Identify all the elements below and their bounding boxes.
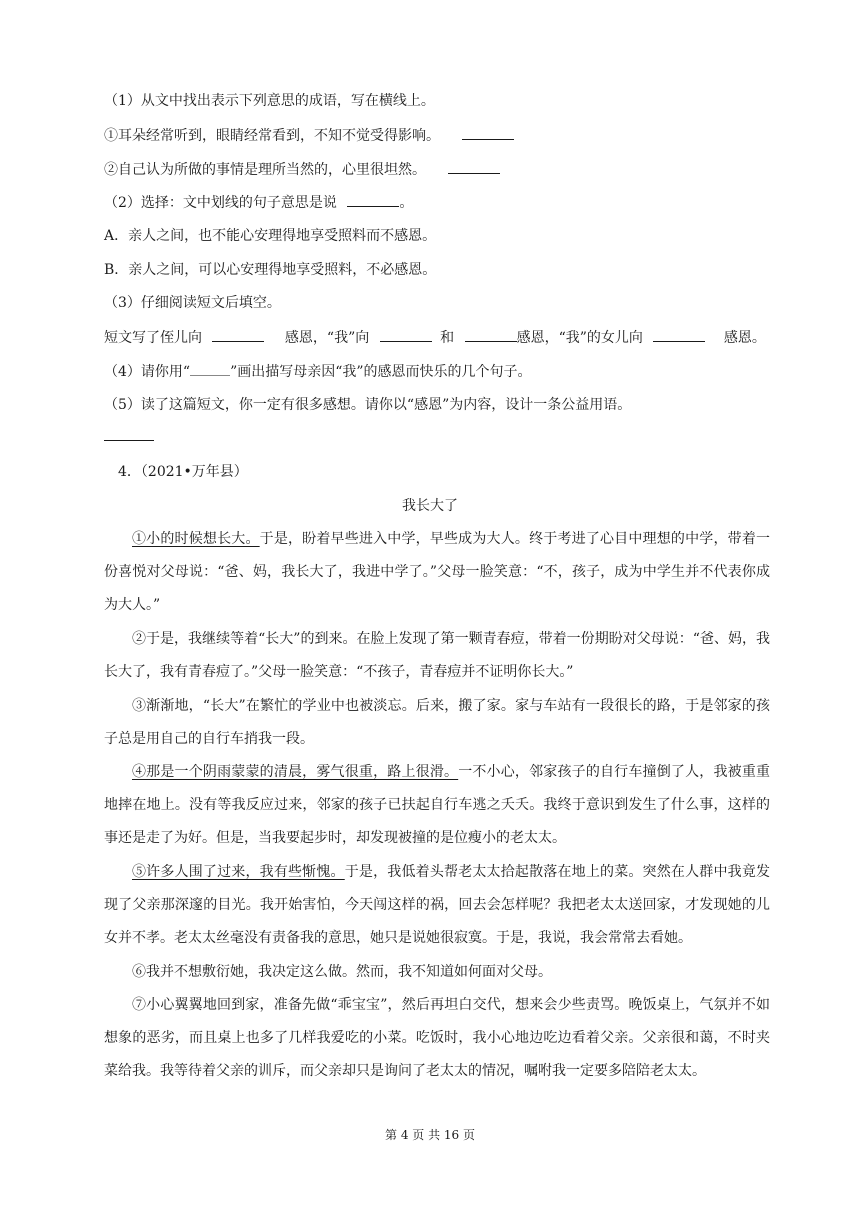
answer-blank xyxy=(448,159,500,174)
passage-paragraph-7: ⑦小心翼翼地回到家，准备先做“乖宝宝”，然后再坦白交代，想来会少些责骂。晚饭桌上，气氛并不如想象的恶劣，而且桌上也多了几样我爱吃的小菜。吃饭时，我小心地边吃边看着父亲。父亲很和蔼，不时夹菜给我。我等待着父亲的训斥，而父亲却只是询问了老太太的情况，嘱咐我一定要多陪陪老太太。 xyxy=(104,997,770,1079)
q2-option-b: B．亲人之间，可以心安理得地享受照料，不必感恩。 xyxy=(104,262,437,278)
passage-paragraph-6: ⑥我并不想敷衍她，我决定这么做。然而，我不知道如何面对父母。 xyxy=(132,964,552,980)
passage-paragraph-5 xyxy=(104,856,770,955)
underline-sample xyxy=(190,361,230,376)
q2-stem-text: （2）选择：文中划线的句子意思是说 xyxy=(104,195,337,211)
paragraph-text: 于是，盼着早些进入中学，早些成为大人。终于考进了心目中理想的中学，带着一份喜悦对父母说：“爸、妈，我长大了，我进中学了。”父母一脸笑意：“不，孩子，成为中学生并不代表你成为大人。” xyxy=(104,531,771,613)
passage-paragraph-1 xyxy=(104,523,770,622)
q1-item2 xyxy=(104,159,500,180)
q2-stem xyxy=(104,192,413,213)
q3-fill xyxy=(104,327,766,348)
passage-paragraph-2: ②于是，我继续等着“长大”的到来。在脸上发现了第一颗青春痘，带着一份期盼对父母说：“爸、妈，我长大了，我有青春痘了。”父母一脸笑意：“不孩子，青春痘并不证明你长大。” xyxy=(104,631,770,680)
q2-option-a: A．亲人之间，也不能心安理得地享受照料而不感恩。 xyxy=(104,228,437,244)
paragraph-text: 于是，我低着头帮老太太拾起散落在地上的菜。突然在人群中我竟发现了父亲那深邃的目光。我开始害怕，今天闯这样的祸，回去会怎样呢？我把老太太送回家，才发现她的儿女并不孝。老太太丝毫没有责备我的意思，她只是说她很寂寞。于是，我说，我会常常去看她。 xyxy=(104,864,771,946)
q3-stem: （3）仔细阅读短文后填空。 xyxy=(104,295,281,311)
underlined-sentence: ⑤许多人围了过来，我有些惭愧。 xyxy=(132,864,345,880)
q3-text-3: 和 xyxy=(440,330,455,346)
q5-stem: （5）读了这篇短文，你一定有很多感想。请你以“感恩”为内容，设计一条公益用语。 xyxy=(104,397,632,413)
section-header: 4．（2021•万年县） xyxy=(118,464,248,480)
answer-blank xyxy=(347,192,399,207)
answer-blank xyxy=(212,327,264,342)
underlined-sentence: ④那是一个阴雨蒙蒙的清晨，雾气很重，路上很滑。 xyxy=(132,764,459,780)
q4-text-b: ”画出描写母亲因“我”的感恩而快乐的几个句子。 xyxy=(230,364,532,380)
passage-paragraph-4 xyxy=(104,756,770,855)
q1-item1 xyxy=(104,125,514,146)
q1-item1-text: ①耳朵经常听到，眼睛经常看到，不知不觉受得影响。 xyxy=(104,128,440,144)
paragraph-text: 一不小心，邻家孩子的自行车撞倒了人，我被重重地摔在地上。没有等我反应过来，邻家的孩子已扶起自行车逃之夭夭。我终于意识到发生了什么事，这样的事还是走了为好。但是，当我要起步时，却发现被撞的是位瘦小的老太太。 xyxy=(104,764,771,846)
answer-blank xyxy=(462,125,514,140)
q1-stem: （1）从文中找出表示下列意思的成语，写在横线上。 xyxy=(104,93,435,109)
underlined-sentence: ①小的时候想长大。 xyxy=(132,531,260,547)
answer-blank xyxy=(465,327,517,342)
q3-text-1: 短文写了侄儿向 xyxy=(104,330,202,346)
answer-blank xyxy=(380,327,432,342)
q3-text-5: 感恩。 xyxy=(723,330,766,346)
q4-text-a: （4）请你用“ xyxy=(104,364,191,380)
passage-paragraph-3: ③渐渐地，“长大”在繁忙的学业中也被淡忘。后来，搬了家。家与车站有一段很长的路，于是邻家的孩子总是用自己的自行车捎我一段。 xyxy=(104,698,770,747)
q3-text-2: 感恩，“我”向 xyxy=(284,330,370,346)
q4-stem xyxy=(104,361,532,382)
answer-line xyxy=(104,440,154,441)
answer-blank xyxy=(653,327,705,342)
q1-item2-text: ②自己认为所做的事情是理所当然的，心里很坦然。 xyxy=(104,162,426,178)
page-footer: 第 4 页 共 16 页 xyxy=(385,1128,475,1142)
q2-stem-end: 。 xyxy=(399,195,414,211)
q3-text-4: 感恩，“我”的女儿向 xyxy=(516,330,643,346)
passage-title: 我长大了 xyxy=(402,498,458,514)
